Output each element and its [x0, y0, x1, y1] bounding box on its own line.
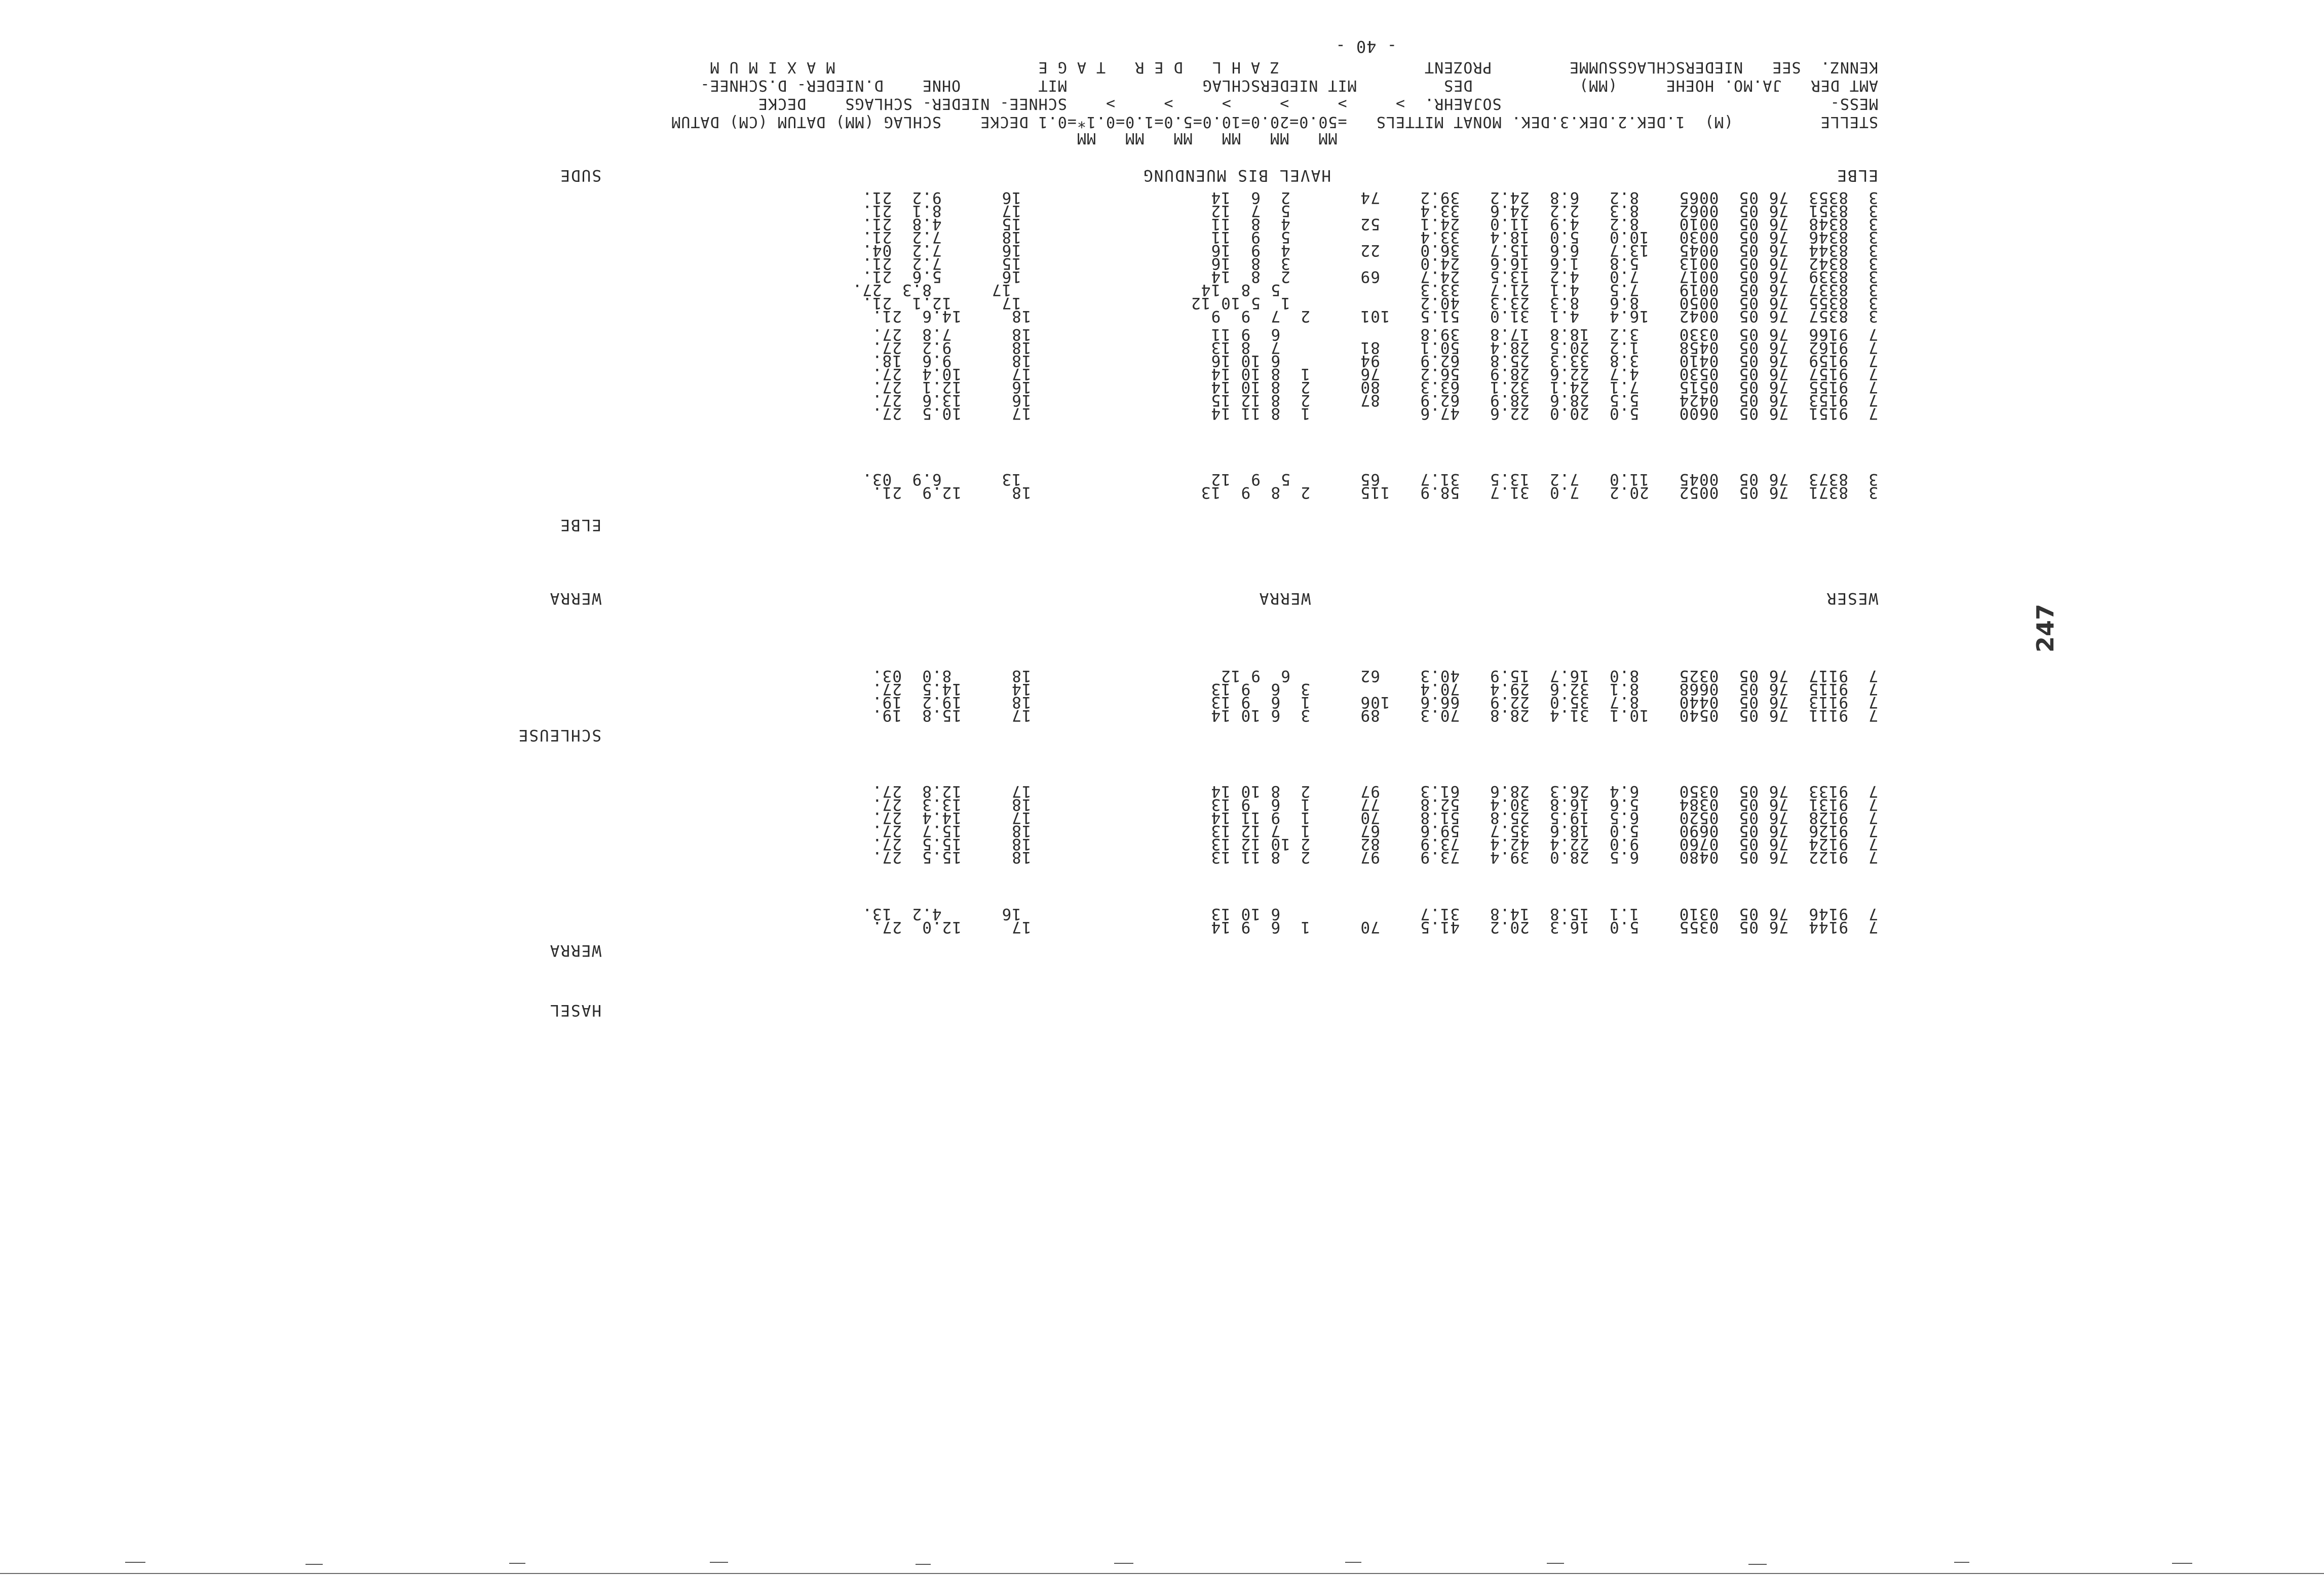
table-row: 7 9126 76 05 0690 5.0 18.6 35.7 59.6 67 1 7 12 13 18 15.7 27.	[871, 822, 1878, 840]
table-row: 7 9153 76 05 0424 5.5 28.6 28.9 62.9 87 2 8 12 15 16 13.6 27.	[871, 391, 1878, 409]
table-row: 7 9122 76 05 0480 6.5 28.0 39.4 73.9 97 2 8 11 13 18 15.5 27.	[871, 848, 1878, 866]
page-number: 247	[2032, 603, 2059, 652]
header-line-5: MM MM MM MM MM MM	[1076, 129, 1878, 147]
table-row: 3 8351 76 05 0062 8.3 2.2 24.6 33.4 5 7 12 17 8.1 21.	[862, 202, 1878, 220]
scan-tick-mark	[1748, 1564, 1767, 1565]
table-row: 3 8346 76 05 0030 10.0 5.0 18.4 33.4 5 9 11 18 7.2 21.	[862, 228, 1878, 246]
scan-tick-mark	[916, 1564, 931, 1565]
section-label-schleuse: SCHLEUSE	[517, 726, 601, 744]
table-row: 7 9115 76 05 0668 8.1 32.6 29.4 70.4 3 6 9 13 14 14.5 27.	[871, 680, 1878, 698]
section-label-elbe-2: ELBE	[559, 516, 601, 534]
table-row: 7 9166 76 05 0330 3.2 18.8 17.8 39.8 6 9 11 18 7.8 27.	[871, 325, 1878, 343]
table-row: 7 9157 76 05 0530 4.7 22.6 28.9 56.2 76 1 8 10 14 17 10.4 27.	[871, 365, 1878, 383]
table-row: 7 9131 76 05 0384 5.6 16.8 30.4 52.8 77 1 6 9 13 18 13.3 27.	[871, 795, 1878, 814]
page-label: - 40 -	[1335, 37, 1397, 56]
scan-tick-mark	[1954, 1562, 1969, 1563]
section-label-sude: SUDE	[559, 166, 601, 184]
header-line-2: AMT DER JA.MO. HOEHE (MM) DES MIT NIEDERSCHLAG MIT OHNE D.NIEDER- D.SCHNEE-	[700, 76, 1878, 94]
header-line-3: MESS- SOJAEHR. > > > > > > SCHNEE- NIEDER- SCHLAGS DECKE	[757, 95, 1878, 112]
table-row: 3 8355 76 05 0050 8.6 8.3 23.3 40.2 1 5 10 12 17 12.1 21.	[862, 294, 1878, 312]
scan-tick-mark	[1114, 1563, 1133, 1564]
table-row: 7 9146 76 05 0310 1.1 15.8 14.8 31.7 6 10 13 16 4.2 13.	[862, 905, 1878, 923]
table-row: 3 8342 76 05 0013 5.8 1.6 16.6 24.0 3 8 16 15 7.2 21.	[862, 254, 1878, 273]
table-row: 3 8357 76 05 0042 16.4 4.1 31.0 51.5 101 2 7 9 9 18 14.6 21.	[871, 307, 1878, 325]
table-row: 7 9124 76 05 0760 9.0 22.4 42.4 73.9 82 2 10 12 13 18 15.5 27.	[871, 835, 1878, 853]
section-label-elbe: ELBE	[1836, 166, 1878, 184]
section-label-werra-3: WERRA	[549, 941, 601, 959]
section-label-havel: HAVEL BIS MUENDUNG	[1142, 166, 1331, 184]
table-row: 3 8339 76 05 0017 7.0 4.2 13.5 24.7 69 2 8 14 16 5.6 21.	[862, 267, 1878, 286]
header-line-1: KENNZ. SEE NIEDERSCHLAGSSUMME PROZENT Z A H L D E R T A G E M A X I M U M	[709, 58, 1878, 76]
scan-tick-mark	[509, 1563, 525, 1564]
scan-tick-mark	[306, 1564, 323, 1565]
scan-tick-mark	[710, 1562, 728, 1563]
header-line-4: STELLE (M) 1.DEK.2.DEK.3.DEK. MONAT MITTELS =50.0=20.0=10.0=5.0=1.0=0.1*=0.1 DECKE SCHLAG (MM) DATUM (CM) DATUM	[671, 113, 1878, 131]
table-row: 7 9155 76 05 0515 7.1 24.1 32.1 63.3 80 2 8 10 14 16 12.1 27.	[871, 378, 1878, 396]
section-label-hasel: HASEL	[549, 1001, 601, 1019]
table-row: 7 9113 76 05 0440 8.7 35.0 22.9 66.6 106 1 6 9 13 18 19.2 19.	[871, 693, 1878, 711]
section-label-werra-1: WERRA	[1258, 589, 1311, 607]
table-row: 3 8371 76 05 0052 20.2 7.0 31.7 58.9 115 2 8 9 13 18 12.9 21.	[871, 483, 1878, 502]
table-row: 3 8344 76 05 0045 13.7 6.6 15.7 36.0 22 4 9 16 16 7.2 04.	[862, 241, 1878, 259]
table-row: 7 9162 76 05 0458 1.2 20.5 28.4 50.1 81 7 8 13 18 9.2 27.	[871, 338, 1878, 357]
table-row: 7 9117 76 05 0325 8.0 16.7 15.9 40.3 62 6 9 12 18 8.0 03.	[871, 667, 1878, 685]
section-label-weser: WESER	[1825, 589, 1878, 607]
table-row: 3 8373 76 05 0045 11.0 7.2 13.5 31.7 65 5 9 12 13 6.9 03.	[862, 470, 1878, 488]
scan-tick-mark	[2172, 1563, 2192, 1564]
table-row: 7 9133 76 05 0350 6.4 26.3 28.6 61.3 97 2 8 10 14 17 12.8 27.	[871, 782, 1878, 800]
table-row: 7 9128 76 05 0520 6.5 19.5 25.8 51.8 70 1 9 11 14 17 14.4 27.	[871, 809, 1878, 827]
table-row: 3 8337 76 05 0019 7.5 4.1 21.7 33.3 5 8 14 17 8.3 27.	[852, 281, 1878, 299]
scan-tick-mark	[1547, 1563, 1564, 1564]
table-row: 3 8348 76 05 0010 8.2 4.9 11.0 24.1 52 4 8 11 15 4.8 21.	[862, 215, 1878, 233]
table-row: 7 9111 76 05 0540 10.1 31.4 28.8 70.3 89 3 6 10 14 17 15.8 19.	[871, 706, 1878, 724]
scan-tick-mark	[125, 1562, 145, 1563]
table-row: 7 9159 76 05 0410 3.8 33.3 25.8 62.9 94 6 10 16 18 9.6 18.	[871, 352, 1878, 370]
scan-tick-mark	[1345, 1562, 1361, 1563]
table-row: 7 9144 76 05 0355 5.0 16.3 20.2 41.5 70 1 6 9 14 17 12.0 27.	[871, 918, 1878, 936]
section-label-werra-2: WERRA	[549, 589, 601, 607]
table-row: 7 9151 76 05 0600 5.0 20.0 22.6 47.6 1 8 11 14 17 10.5 27.	[871, 404, 1878, 422]
table-row: 3 8353 76 05 0065 8.2 6.8 24.2 39.2 74 2 6 14 16 9.2 21.	[862, 188, 1878, 207]
page-bottom-rule	[0, 1573, 2324, 1574]
